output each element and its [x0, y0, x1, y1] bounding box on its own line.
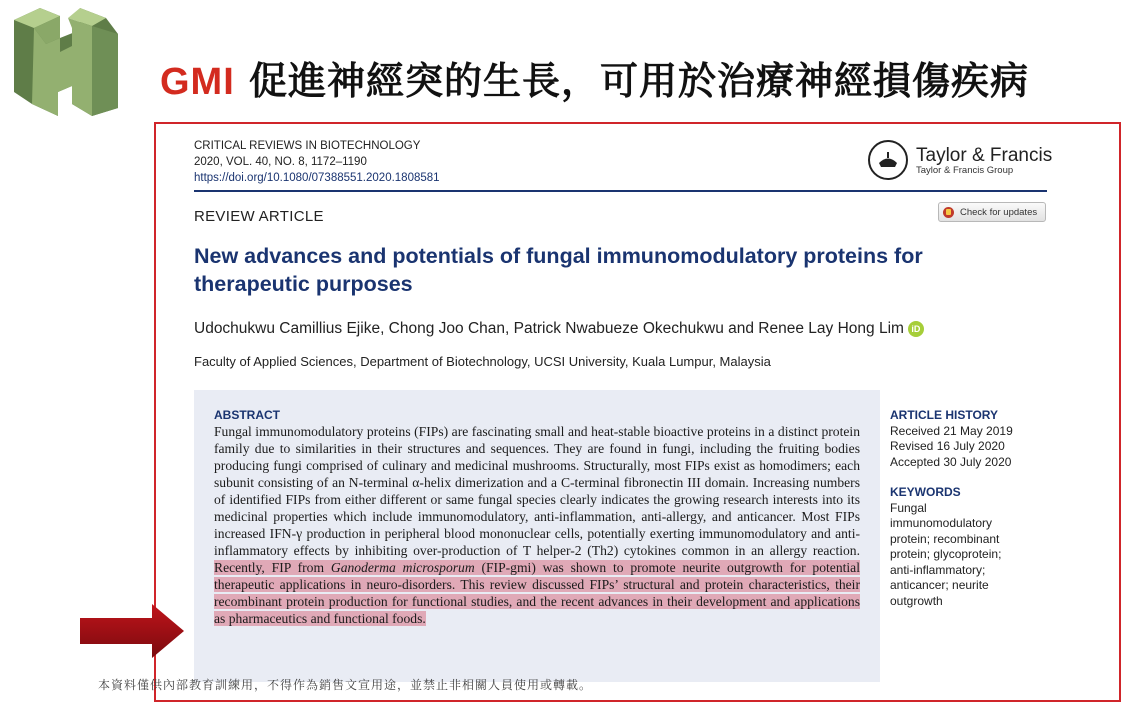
- journal-volume: 2020, VOL. 40, NO. 8, 1172–1190: [194, 156, 367, 168]
- abstract-text: Fungal immunomodulatory proteins (FIPs) are fascinating small and heat-stable bioactive proteins in a distinct protein family due to similarities in their structures and sequences. They are found in fungi, including the fruiting bodies producing fungi comprised of culinary and medicinal mushrooms. Structurally, most FIPs exist as homodimers; each subunit consisting of an N-terminal α-helix dimerization and a C-terminal fibronectin III domain. Increasing numbers of identified FIPs from either different or same fungal species clearly indicates the growing research interests into its medicinal properties which include immunomodulatory, anti-inflammation, anti-allergy, and anticancer. Most FIPs increased IFN-γ production in peripheral blood mononuclear cells, potentially exerting immunomodulatory and anti-inflammatory effects by inhibiting over-production of T helper-2 (Th2) cytokines common in an allergy reaction.: [214, 424, 860, 558]
- accepted-date: Accepted 30 July 2020: [890, 454, 1012, 469]
- abstract-highlight-species: Ganoderma microsporum: [330, 560, 475, 575]
- disclaimer-text: 本資料僅供內部教育訓練用，不得作為銷售文宣用途，並禁止非相關人員使用或轉載。: [98, 678, 593, 692]
- abstract-highlight-2: (FIP-gmi) was shown to promote neurite outgrowth for potential therapeutic applications in neuro-disorders. This review discussed FIPs’ structural and protein characteristics, their recombinant protein production for functional studies, and the recent advances in their development and applications as pharmaceutics and functional foods.: [214, 560, 860, 626]
- check-updates-button[interactable]: [938, 202, 1046, 222]
- orcid-icon[interactable]: iD: [908, 321, 924, 337]
- title-prefix: GMI: [160, 61, 235, 103]
- article-type: REVIEW ARTICLE: [194, 208, 324, 225]
- keywords-heading: KEYWORDS: [890, 485, 961, 499]
- check-updates-label: Check for updates: [960, 206, 1038, 218]
- abstract-highlight-1: Recently, FIP from: [214, 560, 331, 575]
- history-heading: ARTICLE HISTORY: [890, 408, 999, 422]
- journal-name: CRITICAL REVIEWS IN BIOTECHNOLOGY: [194, 140, 421, 152]
- author-list: Udochukwu Camillius Ejike, Chong Joo Chan, Patrick Nwabueze Okechukwu and Renee Lay Hong Lim: [194, 320, 904, 337]
- header-divider: [194, 190, 1047, 192]
- authors: [194, 320, 924, 338]
- title-text: 促進神經突的生長，可用於治療神經損傷疾病: [234, 58, 1030, 103]
- publisher-emblem-icon: [868, 140, 908, 180]
- paper-screenshot-frame: [154, 122, 1121, 702]
- journal-info: [194, 138, 440, 186]
- revised-date: Revised 16 July 2020: [890, 439, 1005, 453]
- publisher-group: Taylor & Francis Group: [916, 164, 1014, 176]
- keywords-list: Fungal immunomodulatory protein; recombinant protein; glycoprotein; anti-inflammatory; anticancer; neurite outgrowth: [890, 500, 1002, 608]
- article-sidebar: [890, 408, 1020, 609]
- pointer-arrow-icon: [80, 604, 184, 658]
- publisher-logo: [868, 140, 1052, 180]
- paper-title: New advances and potentials of fungal immunomodulatory proteins for therapeutic purposes: [194, 244, 923, 296]
- abstract-box: [194, 390, 880, 682]
- slide-title: [160, 50, 1029, 105]
- publisher-name: Taylor & Francis: [916, 144, 1053, 166]
- abstract-heading: ABSTRACT: [214, 408, 280, 422]
- doi-link[interactable]: https://doi.org/10.1080/07388551.2020.1808581: [194, 172, 440, 184]
- abstract-body: [214, 423, 860, 627]
- company-logo: [10, 4, 122, 120]
- affiliation: Faculty of Applied Sciences, Department of Biotechnology, UCSI University, Kuala Lumpur, Malaysia: [194, 354, 771, 369]
- received-date: Received 21 May 2019: [890, 423, 1013, 438]
- bookmark-icon: [943, 207, 954, 218]
